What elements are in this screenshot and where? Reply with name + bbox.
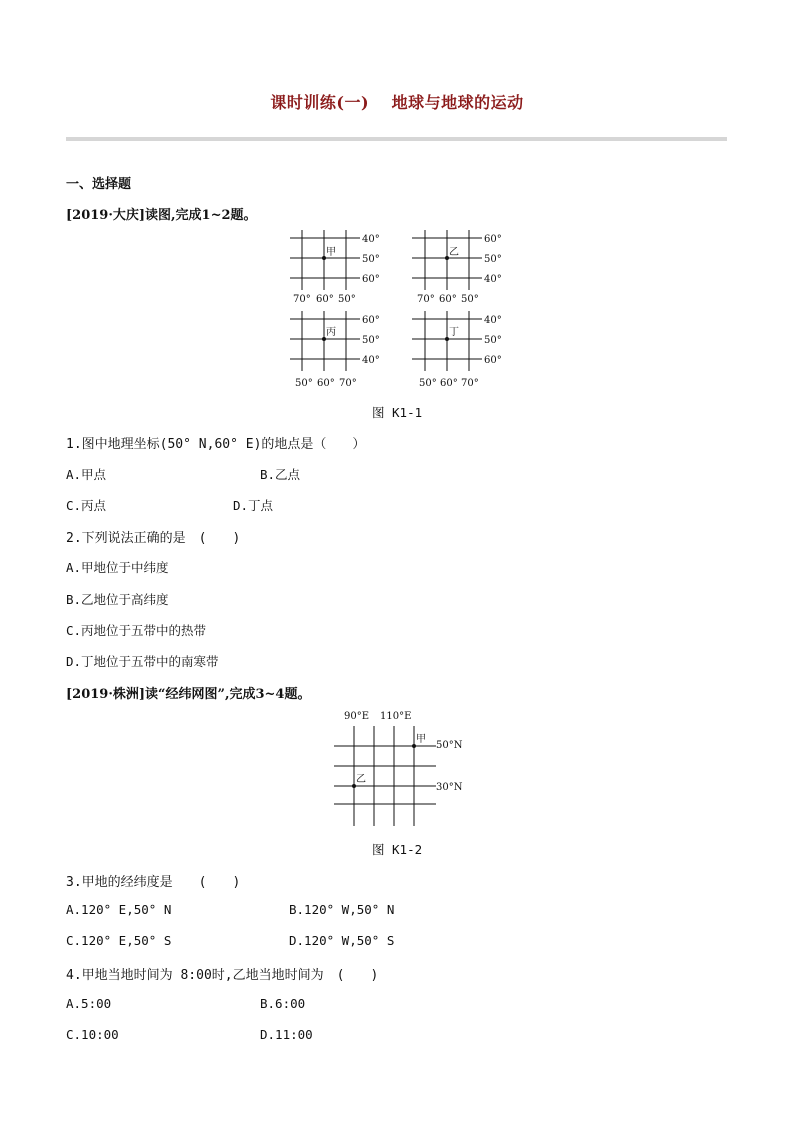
lat-label: 60° bbox=[484, 234, 502, 245]
lat-label: 40° bbox=[484, 315, 502, 326]
lon-label: 60° bbox=[316, 294, 334, 305]
q3-option-d: D.120° W,50° S bbox=[289, 933, 395, 948]
lon-label-110e: 110°E bbox=[380, 711, 412, 722]
lat-label: 40° bbox=[484, 274, 502, 285]
lat-label: 50° bbox=[484, 335, 502, 346]
q1-option-d: D.丁点 bbox=[233, 498, 274, 513]
lon-label: 70° bbox=[339, 378, 357, 389]
lon-label: 50° bbox=[461, 294, 479, 305]
lat-label: 50° bbox=[362, 335, 380, 346]
lon-label: 60° bbox=[439, 294, 457, 305]
question-intro-2: [2019·株洲]读“经纬网图”,完成3~4题。 bbox=[66, 687, 311, 702]
lon-label: 70° bbox=[417, 294, 435, 305]
q2-option-b: B.乙地位于高纬度 bbox=[66, 592, 169, 607]
lat-label: 50° bbox=[362, 254, 380, 265]
lon-label: 70° bbox=[461, 378, 479, 389]
lat-label: 60° bbox=[362, 274, 380, 285]
lon-label-90e: 90°E bbox=[344, 711, 370, 722]
q3-option-b: B.120° W,50° N bbox=[289, 902, 395, 917]
q1-option-c: C.丙点 bbox=[66, 498, 107, 513]
label-yi: 乙 bbox=[449, 247, 459, 258]
label-bing: 丙 bbox=[326, 327, 336, 338]
label-yi: 乙 bbox=[356, 774, 366, 785]
q4-option-c: C.10:00 bbox=[66, 1027, 119, 1042]
question-3-stem: 3.甲地的经纬度是 ( ) bbox=[66, 875, 241, 890]
q3-option-c: C.120° E,50° S bbox=[66, 933, 172, 948]
figure-caption-k1-2: 图 K1-2 bbox=[372, 842, 423, 857]
section-heading: 一、选择题 bbox=[66, 177, 132, 192]
q2-option-d: D.丁地位于五带中的南寒带 bbox=[66, 654, 219, 669]
lon-label: 60° bbox=[440, 378, 458, 389]
question-2-stem: 2.下列说法正确的是 ( ) bbox=[66, 531, 241, 546]
lon-label: 70° bbox=[293, 294, 311, 305]
lat-label: 40° bbox=[362, 355, 380, 366]
q4-option-a: A.5:00 bbox=[66, 996, 112, 1011]
q2-option-a: A.甲地位于中纬度 bbox=[66, 560, 169, 575]
q3-option-a: A.120° E,50° N bbox=[66, 902, 172, 917]
lon-label: 60° bbox=[317, 378, 335, 389]
title-divider bbox=[66, 137, 727, 141]
grid-panel-bing bbox=[290, 311, 360, 371]
q2-option-c: C.丙地位于五带中的热带 bbox=[66, 623, 207, 638]
question-intro-1: [2019·大庆]读图,完成1~2题。 bbox=[66, 208, 257, 223]
q1-option-b: B.乙点 bbox=[260, 467, 301, 482]
lat-label: 40° bbox=[362, 234, 380, 245]
question-4-stem: 4.甲地当地时间为 8:00时,乙地当地时间为 ( ) bbox=[66, 968, 379, 983]
lat-label-30n: 30°N bbox=[436, 782, 463, 793]
page-title: 课时训练(一) 地球与地球的运动 bbox=[270, 93, 524, 112]
lon-label: 50° bbox=[338, 294, 356, 305]
q1-option-a: A.甲点 bbox=[66, 467, 107, 482]
figure-k1-1 bbox=[280, 228, 510, 394]
figure-caption-k1-1: 图 K1-1 bbox=[372, 405, 423, 420]
question-1-stem: 1.图中地理坐标(50° N,60° E)的地点是（ ） bbox=[66, 437, 366, 452]
figure-k1-2 bbox=[330, 706, 470, 830]
lat-label: 60° bbox=[484, 355, 502, 366]
lat-label: 50° bbox=[484, 254, 502, 265]
lat-label-50n: 50°N bbox=[436, 740, 463, 751]
q4-option-b: B.6:00 bbox=[260, 996, 306, 1011]
lat-label: 60° bbox=[362, 315, 380, 326]
label-ding: 丁 bbox=[449, 327, 459, 338]
lon-label: 50° bbox=[295, 378, 313, 389]
lon-label: 50° bbox=[419, 378, 437, 389]
q4-option-d: D.11:00 bbox=[260, 1027, 313, 1042]
label-jia: 甲 bbox=[326, 247, 336, 258]
grid-panel-jia bbox=[290, 230, 360, 290]
label-jia: 甲 bbox=[416, 734, 426, 745]
